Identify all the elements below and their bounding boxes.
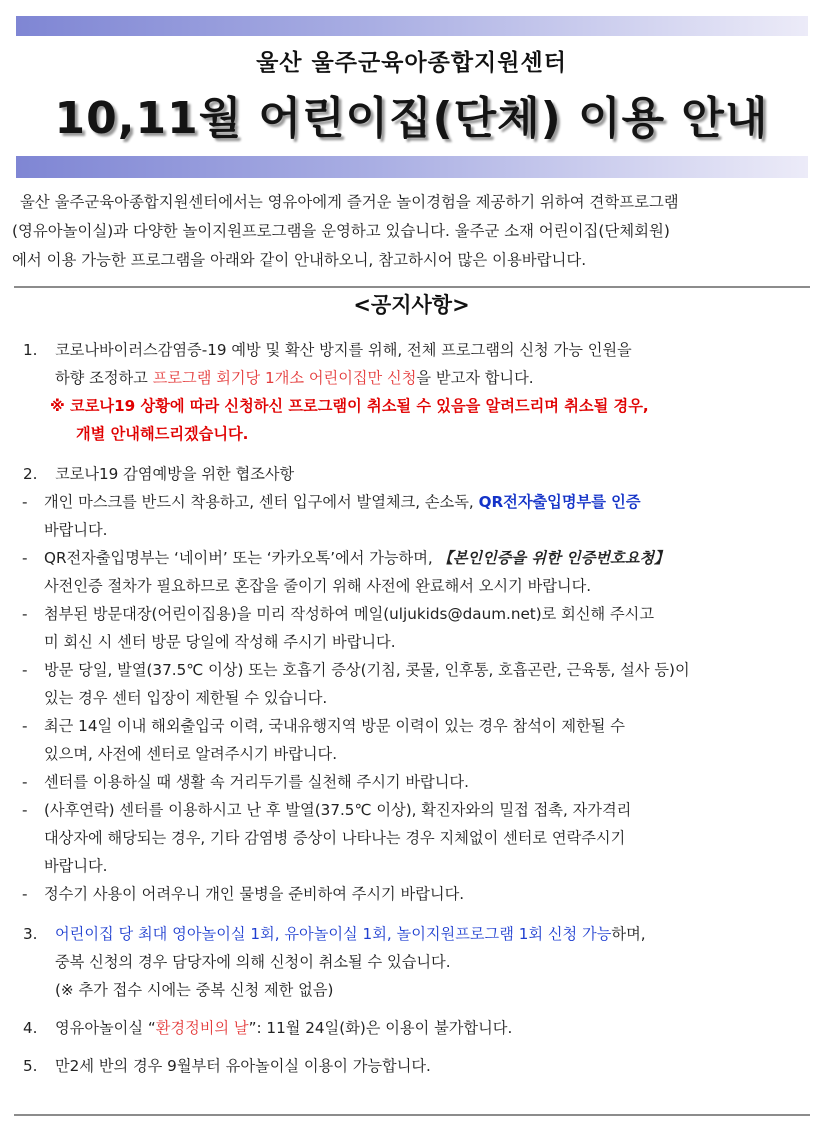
rule-distancing-text: 센터를 이용하실 때 생활 속 거리두기를 실천해 주시기 바랍니다. [44, 773, 469, 791]
maintenance-day-highlight: 환경정비의 날 [155, 1019, 249, 1037]
bullet-dash: - [22, 801, 28, 819]
item1-highlight: 프로그램 회기당 1개소 어린이집만 신청 [152, 369, 417, 387]
rule-follow-up-text-3: 바랍니다. [44, 857, 108, 875]
rule-follow-up-text: (사후연락) 센터를 이용하시고 난 후 발열(37.5℃ 이상), 확진자와의 밀접 접촉, 자가격리 [44, 801, 632, 819]
rule-visit-log-text: 첨부된 방문대장(어린이집용)을 미리 작성하여 메일(uljukids@daum.net)로 회신해 주시고 [44, 605, 655, 623]
item-number: 3. [23, 925, 38, 943]
title-underline-bar [16, 156, 808, 178]
rule-distancing [20, 768, 804, 796]
intro-line-1: 울산 울주군육아종합지원센터에서는 영유아에게 즐거운 놀이경험을 제공하기 위하여 견학프로그램 [20, 193, 679, 211]
notice-item-2 [20, 460, 804, 488]
application-limit-highlight: 어린이집 당 최대 영아놀이실 1회, 유아놀이실 1회, 놀이지원프로그램 1회 신청 가능 [55, 925, 612, 943]
rule-qr-text: QR전자출입명부는 ‘네이버’ 또는 ‘카카오톡’에서 가능하며, [44, 549, 438, 567]
rule-qr-text-2: 사전인증 절차가 필요하므로 혼잡을 줄이기 위해 사전에 완료해서 오시기 바랍니다. [44, 577, 592, 595]
notice-item-3 [20, 920, 804, 1004]
warning-line-2: 개별 안내해드리겠습니다. [76, 425, 249, 443]
item4-text: 영유아놀이실 “ [55, 1019, 156, 1037]
rule-follow-up [20, 796, 804, 880]
notice-heading: <공지사항> [353, 293, 470, 317]
item-number: 2. [23, 465, 38, 483]
bullet-dash: - [22, 549, 28, 567]
rule-fever [20, 656, 804, 712]
item3-line-b: 중복 신청의 경우 담당자에 의해 신청이 취소될 수 있습니다. [55, 953, 451, 971]
item3-text-end: 하며, [611, 925, 646, 943]
intro-line-2: (영유아놀이실)과 다양한 놀이지원프로그램을 운영하고 있습니다. 울주군 소재 어린이집(단체회원) [12, 222, 670, 240]
rule-water-bottle-text: 정수기 사용이 어려우니 개인 물병을 준비하여 주시기 바랍니다. [44, 885, 465, 903]
notice-item-1 [20, 336, 804, 392]
page-title: 10,11월 어린이집(단체) 이용 안내 [54, 93, 769, 144]
rule-water-bottle [20, 880, 804, 908]
section-divider-top [14, 286, 810, 288]
rule-follow-up-text-2: 대상자에 해당되는 경우, 기타 감염병 증상이 나타나는 경우 지체없이 센터로 연락주시기 [44, 829, 626, 847]
rule-fever-text: 방문 당일, 발열(37.5℃ 이상) 또는 호흡기 증상(기침, 콧물, 인후통, 호흡곤란, 근육통, 설사 등)이 [44, 661, 690, 679]
notice-list [20, 336, 804, 1080]
bullet-dash: - [22, 885, 28, 903]
center-name-subtitle: 울산 울주군육아종합지원센터 [256, 50, 567, 76]
item-number: 5. [23, 1057, 38, 1075]
item-number: 1. [23, 341, 38, 359]
item-number: 4. [23, 1019, 38, 1037]
rule-mask-text: 개인 마스크를 반드시 착용하고, 센터 입구에서 발열체크, 손소독, [44, 493, 479, 511]
bullet-dash: - [22, 493, 28, 511]
covid-cancel-warning [20, 392, 804, 448]
item1-line-a: 코로나바이러스감염증-19 예방 및 확산 방지를 위해, 전체 프로그램의 신청 가능 인원을 [55, 341, 632, 359]
item1-line-b [55, 364, 804, 392]
warning-line-1: ※ 코로나19 상황에 따라 신청하신 프로그램이 취소될 수 있음을 알려드리며 취소될 경우, [50, 397, 649, 415]
item5-text: 만2세 반의 경우 9월부터 유아놀이실 이용이 가능합니다. [55, 1057, 431, 1075]
rule-travel-text: 최근 14일 이내 해외출입국 이력, 국내유행지역 방문 이력이 있는 경우 참석이 제한될 수 [44, 717, 625, 735]
rule-mask [20, 488, 804, 544]
notice-item-5 [20, 1052, 804, 1080]
rule-mask-text-2: 바랍니다. [44, 521, 108, 539]
bullet-dash: - [22, 605, 28, 623]
item3-line-c: (※ 추가 접수 시에는 중복 신청 제한 없음) [55, 981, 334, 999]
rule-travel [20, 712, 804, 768]
intro-line-3: 에서 이용 가능한 프로그램을 아래와 같이 안내하오니, 참고하시어 많은 이용바랍니다. [12, 251, 587, 269]
qr-highlight: QR전자출입명부를 인증 [478, 493, 641, 511]
top-decorative-bar [16, 16, 808, 36]
item1-text: 하향 조정하고 [55, 369, 153, 387]
bullet-dash: - [22, 661, 28, 679]
rule-qr [20, 544, 804, 600]
rule-travel-text-2: 있으며, 사전에 센터로 알려주시기 바랍니다. [44, 745, 338, 763]
section-divider-bottom [14, 1114, 810, 1116]
bullet-dash: - [22, 717, 28, 735]
intro-paragraph [12, 188, 812, 275]
item2-heading: 코로나19 감염예방을 위한 협조사항 [55, 465, 295, 483]
rule-visit-log-text-2: 미 회신 시 센터 방문 당일에 작성해 주시기 바랍니다. [44, 633, 396, 651]
item1-text-end: 을 받고자 합니다. [416, 369, 534, 387]
rule-fever-text-2: 있는 경우 센터 입장이 제한될 수 있습니다. [44, 689, 328, 707]
rule-visit-log [20, 600, 804, 656]
notice-item-4 [20, 1014, 804, 1042]
bullet-dash: - [22, 773, 28, 791]
auth-request-note: 【본인인증을 위한 인증번호요청】 [437, 549, 670, 567]
item4-text-end: ”: 11월 24일(화)은 이용이 불가합니다. [248, 1019, 513, 1037]
